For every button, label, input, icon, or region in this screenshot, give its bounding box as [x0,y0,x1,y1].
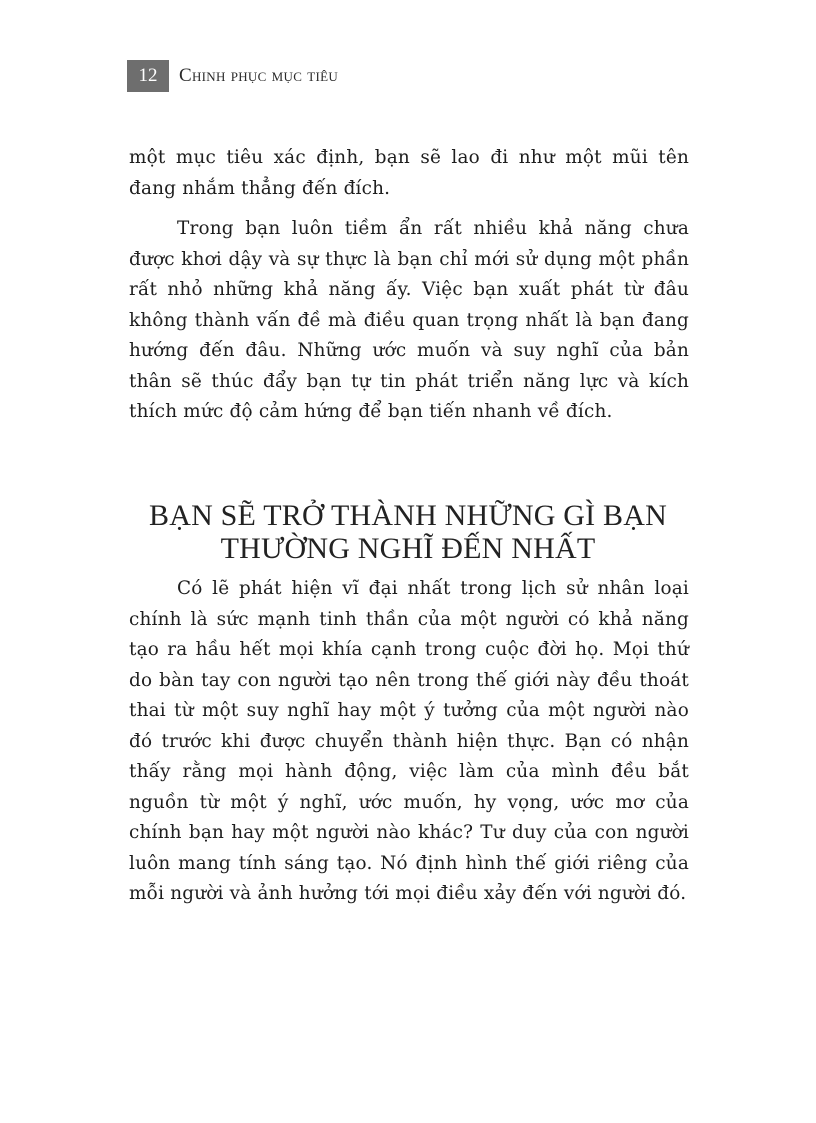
section-paragraph: Có lẽ phát hiện vĩ đại nhất trong lịch sử nhân loại chính là sức mạnh tinh thần của một người có khả năng tạo ra hầu hết mọi khía cạnh trong cuộc đời họ. Mọi thứ do bàn tay con người tạo nên trong thế giới này đều thoát thai từ một suy nghĩ hay một ý tưởng của một người nào đó trước khi được chuyển thành hiện thực. Bạn có nhận thấy rằng mọi hành động, việc làm của mình đều bắt nguồn từ một ý nghĩ, ước muốn, hy vọng, ước mơ của chính bạn hay một người nào khác? Tư duy của con người luôn mang tính sáng tạo. Nó định hình thế giới riêng của mỗi người và ảnh hưởng tới mọi điều xảy đến với người đó. [129,578,689,904]
body-paragraph-1: một mục tiêu xác định, bạn sẽ lao đi như một mũi tên đang nhắm thẳng đến đích. [129,147,689,199]
running-head [127,60,338,92]
page-number: 12 [127,60,169,92]
body-paragraph-2: Trong bạn luôn tiềm ẩn rất nhiều khả năng chưa được khơi dậy và sự thực là bạn chỉ mới sử dụng một phần rất nhỏ những khả năng ấy. Việc bạn xuất phát từ đâu không thành vấn đề mà điều quan trọng nhất là bạn đang hướng đến đâu. Những ước muốn và suy nghĩ của bản thân sẽ thúc đẩy bạn tự tin phát triển năng lực và kích thích mức độ cảm hứng để bạn tiến nhanh về đích. [129,218,689,422]
book-title: Chinh phục mục tiêu [179,65,339,86]
section-heading-line-2: THƯỜNG NGHĨ ĐẾN NHẤT [220,532,596,565]
section-heading [100,499,716,565]
section-heading-line-1: BẠN SẼ TRỞ THÀNH NHỮNG GÌ BẠN [149,499,667,532]
